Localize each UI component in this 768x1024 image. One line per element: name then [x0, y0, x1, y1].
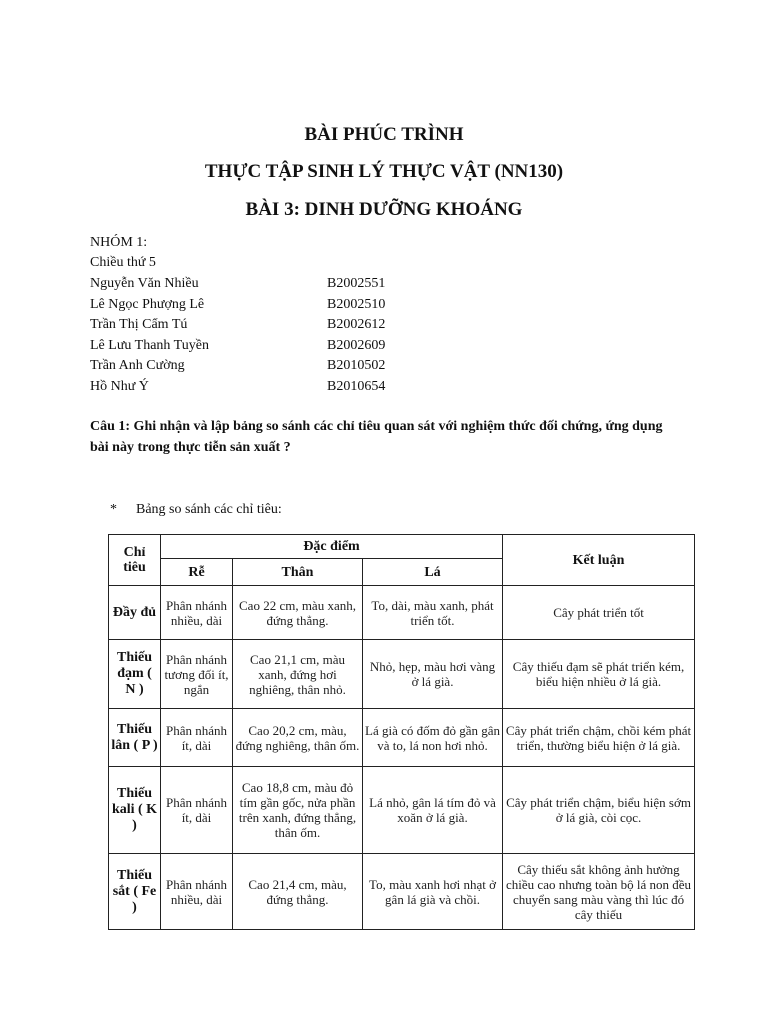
- cell-root: Phân nhánh nhiều, dài: [161, 854, 233, 930]
- cell-root: Phân nhánh ít, dài: [161, 767, 233, 854]
- cell-leaf: Lá già có đốm đỏ gần gân và to, lá non hơi nhỏ.: [363, 709, 503, 767]
- bullet-text: Bảng so sánh các chỉ tiêu:: [136, 502, 282, 517]
- cell-root: Phân nhánh ít, dài: [161, 709, 233, 767]
- question-text: Câu 1: Ghi nhận và lập bảng so sánh các chỉ tiêu quan sát với nghiệm thức đối chứng, ứng dụng bài này trong thực tiễn sản xuất ?: [90, 419, 663, 455]
- header-root: Rễ: [161, 559, 233, 586]
- member-name: Hồ Như Ý: [90, 378, 149, 394]
- bullet-marker: *: [110, 502, 117, 517]
- row-label: Đầy đủ: [109, 586, 161, 640]
- bullet-line: [110, 501, 282, 519]
- table-row: [109, 586, 695, 640]
- member-name: Lê Lưu Thanh Tuyền: [90, 337, 209, 353]
- cell-stem: Cao 21,4 cm, màu, đứng thẳng.: [233, 854, 363, 930]
- member-name: Lê Ngọc Phượng Lê: [90, 296, 205, 312]
- cell-leaf: Lá nhỏ, gân lá tím đỏ và xoăn ở lá già.: [363, 767, 503, 854]
- cell-conclusion: Cây thiếu đạm sẽ phát triển kém, biểu hiện nhiều ở lá già.: [503, 640, 695, 709]
- group-label: NHÓM 1:: [90, 235, 148, 250]
- member-id: B2010654: [327, 378, 386, 394]
- table-row: [109, 767, 695, 854]
- cell-leaf: Nhỏ, hẹp, màu hơi vàng ở lá già.: [363, 640, 503, 709]
- row-label: Thiếu sắt ( Fe ): [109, 854, 161, 930]
- member-id: B2002609: [327, 337, 386, 353]
- cell-conclusion: Cây phát triển chậm, chồi kém phát triển, thường biểu hiện ở lá già.: [503, 709, 695, 767]
- cell-stem: Cao 18,8 cm, màu đỏ tím gần gốc, nửa phần trên xanh, đứng thẳng, thân ốm.: [233, 767, 363, 854]
- member-id: B2002612: [327, 317, 386, 332]
- cell-stem: Cao 20,2 cm, màu, đứng nghiêng, thân ốm.: [233, 709, 363, 767]
- member-name: Trần Thị Cẩm Tú: [90, 317, 188, 332]
- cell-root: Phân nhánh nhiều, dài: [161, 586, 233, 640]
- header-leaf: Lá: [363, 559, 503, 586]
- row-label: Thiếu kali ( K ): [109, 767, 161, 854]
- header-criteria: Chỉ tiêu: [109, 535, 161, 586]
- lesson-title: BÀI 3: DINH DƯỠNG KHOÁNG: [245, 199, 523, 220]
- header-conclusion: Kết luận: [503, 535, 695, 586]
- member-name: Nguyễn Văn Nhiều: [90, 276, 199, 291]
- cell-conclusion: Cây thiếu sắt không ảnh hưởng chiều cao nhưng toàn bộ lá non đều chuyển sang màu vàng thì lúc đó cây thiếu: [503, 854, 695, 930]
- member-id: B2002551: [327, 276, 386, 291]
- course-title: THỰC TẬP SINH LÝ THỰC VẬT (NN130): [204, 161, 564, 182]
- row-label: Thiếu lân ( P ): [109, 709, 161, 767]
- header-features: Đặc điểm: [161, 535, 503, 559]
- row-label: Thiếu đạm ( N ): [109, 640, 161, 709]
- cell-stem: Cao 21,1 cm, màu xanh, đứng hơi nghiêng, thân nhỏ.: [233, 640, 363, 709]
- report-title: BÀI PHÚC TRÌNH: [304, 124, 464, 145]
- member-name: Trần Anh Cường: [90, 358, 185, 373]
- cell-leaf: To, dài, màu xanh, phát triển tốt.: [363, 586, 503, 640]
- table-row: [109, 854, 695, 930]
- cell-leaf: To, màu xanh hơi nhạt ở gân lá già và chồi.: [363, 854, 503, 930]
- cell-conclusion: Cây phát triển tốt: [503, 586, 695, 640]
- table-row: [109, 640, 695, 709]
- comparison-table: [108, 534, 695, 930]
- cell-root: Phân nhánh tương đối ít, ngắn: [161, 640, 233, 709]
- session-label: Chiều thứ 5: [90, 255, 156, 270]
- member-id: B2010502: [327, 358, 386, 373]
- cell-conclusion: Cây phát triển chậm, biểu hiện sớm ở lá già, còi cọc.: [503, 767, 695, 854]
- member-id: B2002510: [327, 296, 386, 312]
- cell-stem: Cao 22 cm, màu xanh, đứng thẳng.: [233, 586, 363, 640]
- header-stem: Thân: [233, 559, 363, 586]
- table-row: [109, 709, 695, 767]
